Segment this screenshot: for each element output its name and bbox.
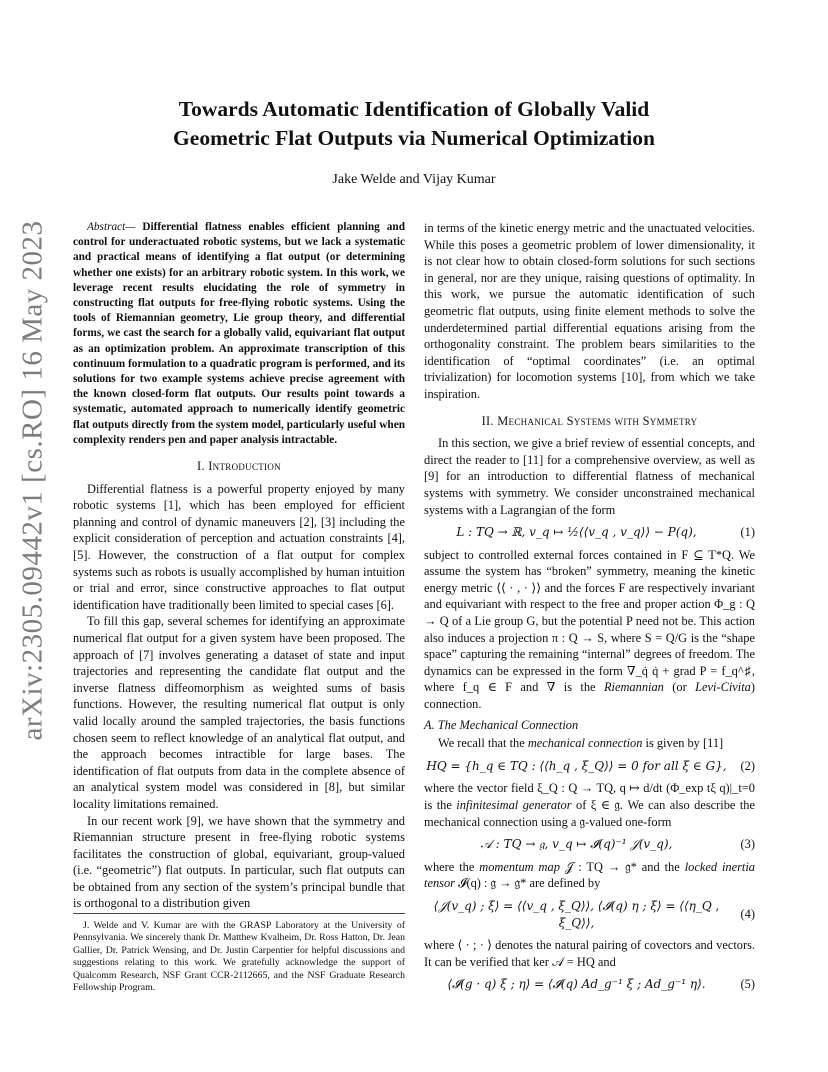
left-column [73,220,405,912]
arxiv-identifier: arXiv:2305.09442v1 [cs.RO] 16 May 2023 [16,219,49,741]
abstract [73,220,405,448]
connection-p3-c: 𝓘(q) : 𝔤 → 𝔤* are defined by [454,876,601,891]
right-column [424,220,755,999]
equation-5-body: ⟨𝓘(g · q) ξ ; η⟩ = ⟨𝓘(q) Ad_g⁻¹ ξ ; Ad_g⁻¹ η⟩. [447,977,706,992]
connection-paragraph-3 [424,859,755,892]
connection-p2-a: where the vector field ξ_Q : Q → TQ, q ↦ d/dt (Φ_exp tξ q)|_t=0 is the [424,781,755,812]
mech-paragraph-2-text: subject to controlled external forces contained in F ⊆ T*Q. We assume the system has “broken” symmetry, meaning the kinetic energy metric ⟨⟨ · , · ⟩⟩ and the forces F are respectively invariant and equivariant with respect to the free and proper action Φ_g : Q → Q of a Lie group G, but the potential P need not be. This action also induces a projection π : Q → S, where S = Q/G is the “shape space” capturing the remaining “internal” degrees of freedom. The dynamics can be expressed in the form ∇_q̇ q̇ + grad P = f_q^♯, where f_q ∈ F and ∇ is the [424,547,755,695]
mech-paragraph-1: In this section, we give a brief review of essential concepts, and direct the reader to [11] for a comprehensive overview, as well as [9] for an introduction to differential flatness of mechanical systems with symmetry. We consider unconstrained mechanical systems with a Lagrangian of the form [424,436,755,517]
connection-p3-b: 𝒥 : TQ → 𝔤* and the [559,859,685,874]
equation-4-body: ⟨𝒥(v_q) ; ξ⟩ = ⟨⟨v_q , ξ_Q⟩⟩, ⟨𝓘(q) η ; ξ⟩ = ⟨⟨η_Q , ξ_Q⟩⟩, [433,898,720,930]
levi-civita-term: Levi-Civita [695,680,751,695]
abstract-label: Abstract— [87,221,136,233]
footnote-affiliation: J. Welde and V. Kumar are with the GRASP Laboratory at the University of Pennsylvania. We sincerely thank Dr. Matthew Kvalheim, Dr. Ross Hatton, Dr. Jean Gallier, Dr. Patrick Wensing, and Dr. Justin Carpentier for helpful discussions and suggestions relating to this work. We gratefully acknowledge the support of Qualcomm Research, NSF Grant CCR-2112665, and the NSF Graduate Research Fellowship Program. [73,920,405,994]
mech-paragraph-2-end: ) connection. [424,680,755,712]
connection-p3-a: where the [424,859,480,874]
equation-5 [424,976,755,993]
intro-paragraph-3: In our recent work [9], we have shown that the symmetry and Riemannian structure present in free-flying robotic systems facilitates the construction of global, equivariant, group-valued (i.e. “geometric”) flat outputs. In particular, such flat outputs can be obtained from any section of the system’s principal bundle that is orthogonal to a distribution given [73,813,405,911]
section-heading-mechanical-systems: II. Mechanical Systems with Symmetry [481,413,698,428]
mech-paragraph-2 [424,547,755,713]
intro-paragraph-3-continued: in terms of the kinetic energy metric and the unactuated velocities. While this poses a geometric problem of lower dimensionality, it is not clear how to obtain closed-form solutions for such sections in general, nor are they unique, raising questions of optimality. In this work, we pursue the automatic identification of such geometric flat outputs, using finite element methods to solve the underdetermined partial differential equations arising from the orthogonality constraint. The problem bears similarities to the identification of “optimal coordinates” (i.e. an optimal trivialization) for locomotion systems [10], from which we take inspiration. [424,221,755,401]
intro-paragraph-2: To fill this gap, several schemes for identifying an approximate numerical flat output for a given system have been proposed. The approach of [7] involves generating a dataset of state and input trajectories and representing the candidate flat output and the inverse flatness diffeomorphism as weighted sums of basis functions. However, the resulting numerical flat output is only valid locally around the sampled trajectories, the basis functions chosen seem to reflect knowledge of an analytical flat output, and the approach becomes intractible for large bases. The identification of flat outputs from data in the complete absence of an analytical system model was considered in [8], but similar locality limitations remained. [73,614,405,811]
mech-paragraph-2-mid: (or [663,680,696,695]
mechanical-connection-term: mechanical connection [527,736,643,751]
equation-3-number: (3) [740,837,755,852]
connection-p1-a: We recall that the [438,736,528,751]
riemannian-term: Riemannian [603,680,664,695]
equation-2-body: HQ = {h_q ∈ TQ : ⟨⟨h_q , ξ_Q⟩⟩ = 0 for all ξ ∈ G}, [426,758,727,773]
connection-paragraph-4: where ⟨ · ; · ⟩ denotes the natural pairing of covectors and vectors. It can be verified that ker 𝒜 = HQ and [424,938,755,969]
paper-title [100,95,728,153]
author-list: Jake Welde and Vijay Kumar [332,172,496,187]
locked-inertia-term: locked inertia tensor [424,859,755,891]
equation-1-body: L : TQ → ℝ, v_q ↦ ½⟨⟨v_q , v_q⟩⟩ − P(q), [456,525,697,540]
subsection-heading-mechanical-connection: A. The Mechanical Connection [424,717,579,732]
equation-2-number: (2) [740,758,755,773]
connection-paragraph-2 [424,780,755,830]
equation-5-number: (5) [740,977,755,992]
arxiv-sidebar-stamp [8,219,58,741]
equation-4 [424,898,755,931]
equation-4-number: (4) [740,907,755,922]
connection-p2-b: of ξ ∈ 𝔤. We can also describe the mechanical connection using a 𝔤-valued one-form [424,798,755,829]
equation-3-body: 𝒜 : TQ → 𝔤, v_q ↦ 𝓘(q)⁻¹ 𝒥(v_q), [480,837,673,852]
section-heading-introduction: I. Introduction [197,459,281,474]
momentum-map-term: momentum map [479,859,560,874]
equation-1-number: (1) [740,525,755,540]
connection-p1-b: is given by [11] [642,736,724,751]
intro-paragraph-1: Differential flatness is a powerful property enjoyed by many robotic systems [1], which has been employed for efficient planning and control of dynamic maneuvers [2], [3] including the explicit consideration of perception and actuation constraints [4], [5]. However, the construction of a flat output for complex systems such as robots is usually accomplished by human intuition or trial and error, since constructive approaches to flat output identification have traditionally been limited to special cases [6]. [73,481,405,612]
equation-3 [424,836,755,853]
abstract-text: Differential flatness enables efficient planning and control for underactuated robotic systems, but we lack a systematic and practical means of identifying a flat output (or determining whether one exists) for an arbitrary robotic system. In this work, we leverage recent results elucidating the role of symmetry in constructing flat outputs for free-flying robotic systems. Using the tools of Riemannian geometry, Lie group theory, and differential forms, we cast the search for a globally valid, equivariant flat output as an optimization problem. An approximate transcription of this continuum formulation to a quadratic program is performed, and its solutions for two example systems achieve precise agreement with the known closed-form flat outputs. Our results point towards a systematic, automated approach to numerically identify geometric flat outputs directly from the system model, particularly useful when complexity renders pen and paper analysis intractable. [73,221,405,446]
connection-paragraph-1 [424,735,755,752]
infinitesimal-generator-term: infinitesimal generator [456,798,572,812]
equation-1 [424,524,755,541]
title-line-1: Towards Automatic Identification of Globally Valid [178,97,650,121]
footnote [73,913,405,994]
title-line-2: Geometric Flat Outputs via Numerical Optimization [173,126,655,150]
equation-2 [424,758,755,775]
